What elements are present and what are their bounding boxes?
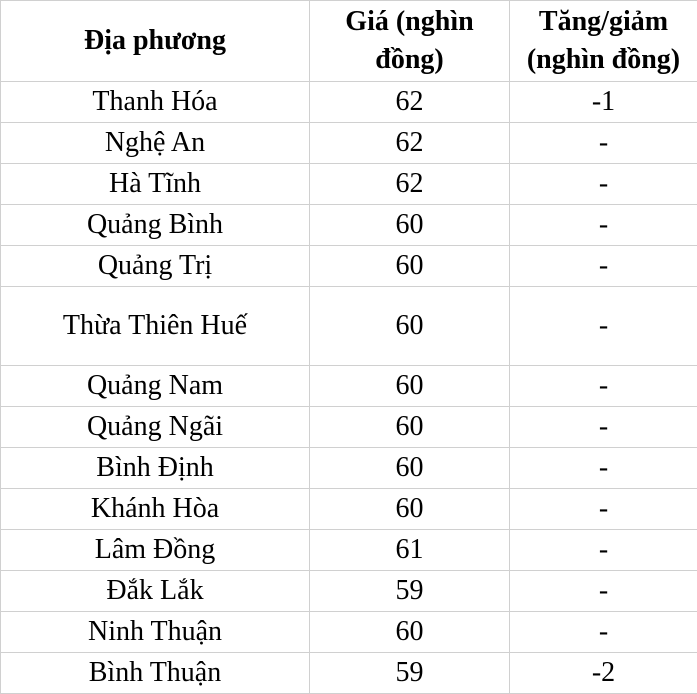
header-change	[510, 1, 697, 82]
cell-price: 62	[310, 123, 510, 164]
cell-price: 60	[310, 407, 510, 448]
cell-price: 59	[310, 653, 510, 694]
table-row	[1, 530, 697, 571]
cell-change: -1	[510, 82, 697, 123]
cell-price: 60	[310, 205, 510, 246]
table-row	[1, 571, 697, 612]
header-place-label: Địa phương	[84, 25, 226, 56]
cell-place: Đắk Lắk	[1, 571, 310, 612]
cell-price: 60	[310, 448, 510, 489]
cell-place: Thanh Hóa	[1, 82, 310, 123]
header-change-line-2: (nghìn đồng)	[527, 44, 680, 75]
cell-place: Khánh Hòa	[1, 489, 310, 530]
table-row	[1, 407, 697, 448]
cell-place: Bình Thuận	[1, 653, 310, 694]
cell-place: Quảng Trị	[1, 246, 310, 287]
cell-change: -	[510, 123, 697, 164]
cell-place: Quảng Ngãi	[1, 407, 310, 448]
cell-price: 60	[310, 287, 510, 366]
cell-price: 61	[310, 530, 510, 571]
cell-place: Hà Tĩnh	[1, 164, 310, 205]
cell-price: 60	[310, 246, 510, 287]
cell-place: Quảng Bình	[1, 205, 310, 246]
header-price-line-2: đồng)	[375, 44, 443, 75]
cell-price: 60	[310, 612, 510, 653]
cell-change: -	[510, 246, 697, 287]
cell-place: Lâm Đồng	[1, 530, 310, 571]
cell-change: -	[510, 612, 697, 653]
table-row	[1, 82, 697, 123]
cell-place: Ninh Thuận	[1, 612, 310, 653]
cell-price: 62	[310, 164, 510, 205]
cell-change: -	[510, 205, 697, 246]
table-row	[1, 287, 697, 366]
cell-change: -	[510, 287, 697, 366]
cell-change: -	[510, 366, 697, 407]
cell-place: Quảng Nam	[1, 366, 310, 407]
cell-price: 59	[310, 571, 510, 612]
header-price	[310, 1, 510, 82]
table-row	[1, 164, 697, 205]
table-row	[1, 612, 697, 653]
table-row	[1, 489, 697, 530]
cell-change: -	[510, 448, 697, 489]
cell-price: 60	[310, 489, 510, 530]
cell-change: -	[510, 571, 697, 612]
table-row	[1, 123, 697, 164]
cell-place: Thừa Thiên Huế	[1, 287, 310, 366]
cell-change: -	[510, 530, 697, 571]
cell-change: -	[510, 164, 697, 205]
table-row	[1, 448, 697, 489]
cell-place: Bình Định	[1, 448, 310, 489]
header-price-line-1: Giá (nghìn	[345, 6, 473, 37]
table-row	[1, 205, 697, 246]
cell-change: -	[510, 489, 697, 530]
cell-change: -2	[510, 653, 697, 694]
cell-price: 60	[310, 366, 510, 407]
cell-change: -	[510, 407, 697, 448]
cell-price: 62	[310, 82, 510, 123]
table-row	[1, 653, 697, 694]
header-change-line-1: Tăng/giảm	[539, 6, 668, 37]
table-row	[1, 246, 697, 287]
header-row	[1, 1, 697, 82]
header-place	[1, 1, 310, 82]
table-row	[1, 366, 697, 407]
cell-place: Nghệ An	[1, 123, 310, 164]
